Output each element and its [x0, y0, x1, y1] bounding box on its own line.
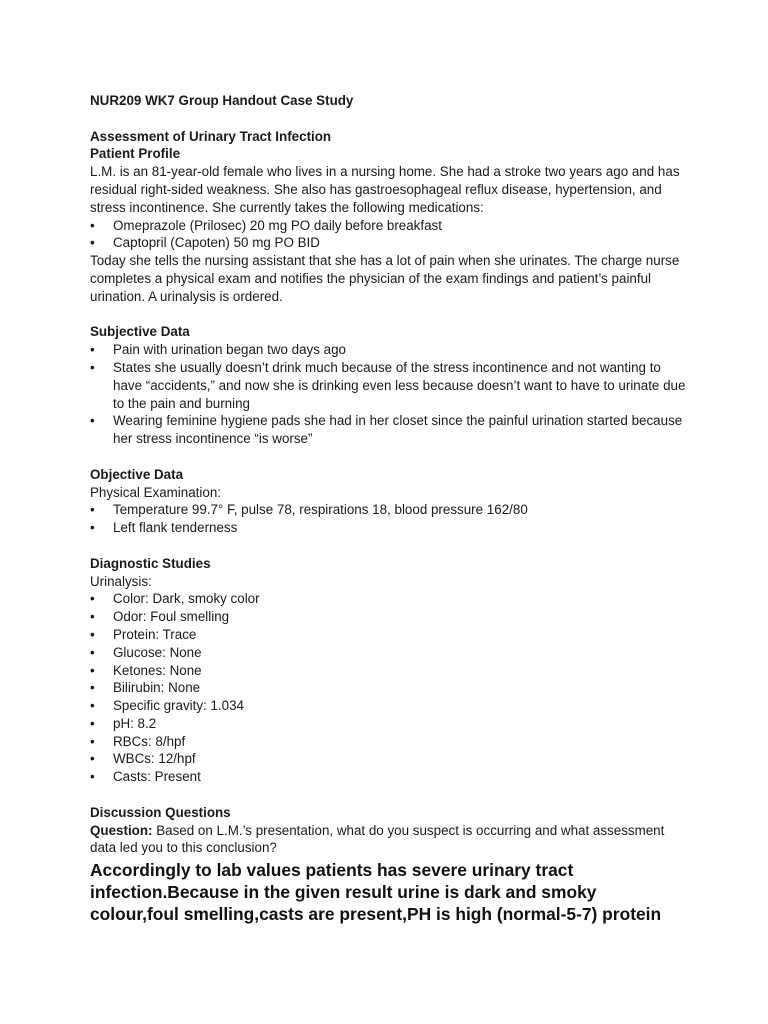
list-item — [90, 341, 690, 359]
diagnostic-subheading: Urinalysis: — [90, 573, 152, 589]
question-label: Question: — [90, 822, 153, 838]
subjective-heading: Subjective Data — [90, 324, 190, 340]
list-item — [90, 412, 690, 448]
objective-subheading: Physical Examination: — [90, 484, 221, 500]
spacer — [90, 537, 690, 555]
bullet-icon: • — [90, 502, 95, 518]
bullet-icon: • — [90, 769, 95, 785]
medication-list — [90, 217, 690, 253]
list-item — [90, 608, 690, 626]
list-item — [90, 679, 690, 697]
list-item — [90, 697, 690, 715]
bullet-icon: • — [90, 715, 95, 731]
subjective-item: States she usually doesn’t drink much because of the stress incontinence and not wanting to have “accidents,” and now she is drinking even less because doesn’t want to have to urinate due to the pain and burning — [113, 359, 686, 411]
document-title: NUR209 WK7 Group Handout Case Study — [90, 93, 354, 108]
list-item — [90, 217, 690, 235]
urinalysis-list — [90, 590, 690, 786]
urinalysis-item: Odor: Foul smelling — [113, 609, 230, 625]
patient-profile-heading: Patient Profile — [90, 146, 181, 162]
urinalysis-item: RBCs: 8/hpf — [113, 733, 186, 749]
urinalysis-item: Specific gravity: 1.034 — [113, 698, 244, 714]
bullet-icon: • — [90, 662, 95, 678]
bullet-icon: • — [90, 235, 95, 251]
urinalysis-item: Ketones: None — [113, 662, 202, 678]
list-item — [90, 234, 690, 252]
medication-item: Captopril (Capoten) 50 mg PO BID — [113, 235, 320, 251]
bullet-icon: • — [90, 626, 95, 642]
urinalysis-item: pH: 8.2 — [113, 715, 157, 731]
bullet-icon: • — [90, 413, 95, 429]
subjective-item: Wearing feminine hygiene pads she had in her closet since the painful urination started because her stress incontinence “is worse” — [113, 413, 683, 447]
bullet-icon: • — [90, 644, 95, 660]
objective-heading: Objective Data — [90, 466, 184, 482]
bullet-icon: • — [90, 342, 95, 358]
subjective-list — [90, 341, 690, 448]
urinalysis-item: Protein: Trace — [113, 626, 197, 642]
case-title: Assessment of Urinary Tract Infection — [90, 128, 332, 144]
patient-profile-intro: L.M. is an 81-year-old female who lives in a nursing home. She had a stroke two years ago and has residual right-sided weakness. She also has gastroesophageal reflux disease, hypertension, and stress incontinence. She currently takes the following medications: — [90, 164, 680, 215]
list-item — [90, 359, 690, 412]
medication-item: Omeprazole (Prilosec) 20 mg PO daily before breakfast — [113, 217, 442, 233]
urinalysis-item: Glucose: None — [113, 644, 202, 660]
document-page — [90, 92, 690, 925]
urinalysis-item: WBCs: 12/hpf — [113, 751, 196, 767]
list-item — [90, 590, 690, 608]
patient-profile-narrative: Today she tells the nursing assistant that she has a lot of pain when she urinates. The charge nurse completes a physical exam and notifies the physician of the exam findings and patient’s painful urination. A urinalysis is ordered. — [90, 253, 680, 304]
list-item — [90, 644, 690, 662]
list-item — [90, 662, 690, 680]
spacer — [90, 306, 690, 324]
objective-list — [90, 501, 690, 537]
list-item — [90, 733, 690, 751]
objective-item: Temperature 99.7° F, pulse 78, respirations 18, blood pressure 162/80 — [113, 502, 528, 518]
bullet-icon: • — [90, 609, 95, 625]
list-item — [90, 519, 690, 537]
spacer — [90, 110, 690, 128]
list-item — [90, 768, 690, 786]
bullet-icon: • — [90, 733, 95, 749]
urinalysis-item: Color: Dark, smoky color — [113, 591, 260, 607]
list-item — [90, 750, 690, 768]
discussion-question — [90, 822, 690, 858]
bullet-icon: • — [90, 680, 95, 696]
discussion-answer: Accordingly to lab values patients has severe urinary tract infection.Because in the given result urine is dark and smoky colour,foul smelling,casts are present,PH is high (normal-5-7) protein — [90, 860, 662, 925]
bullet-icon: • — [90, 698, 95, 714]
question-text: Based on L.M.’s presentation, what do you suspect is occurring and what assessment data led you to this conclusion? — [90, 822, 665, 856]
list-item — [90, 626, 690, 644]
bullet-icon: • — [90, 751, 95, 767]
urinalysis-item: Bilirubin: None — [113, 680, 201, 696]
objective-item: Left flank tenderness — [113, 520, 238, 536]
list-item — [90, 715, 690, 733]
bullet-icon: • — [90, 217, 95, 233]
discussion-heading: Discussion Questions — [90, 804, 231, 820]
bullet-icon: • — [90, 591, 95, 607]
list-item — [90, 501, 690, 519]
subjective-item: Pain with urination began two days ago — [113, 342, 347, 358]
spacer — [90, 448, 690, 466]
diagnostic-heading: Diagnostic Studies — [90, 555, 211, 571]
urinalysis-item: Casts: Present — [113, 769, 201, 785]
bullet-icon: • — [90, 359, 95, 375]
bullet-icon: • — [90, 520, 95, 536]
spacer — [90, 786, 690, 804]
